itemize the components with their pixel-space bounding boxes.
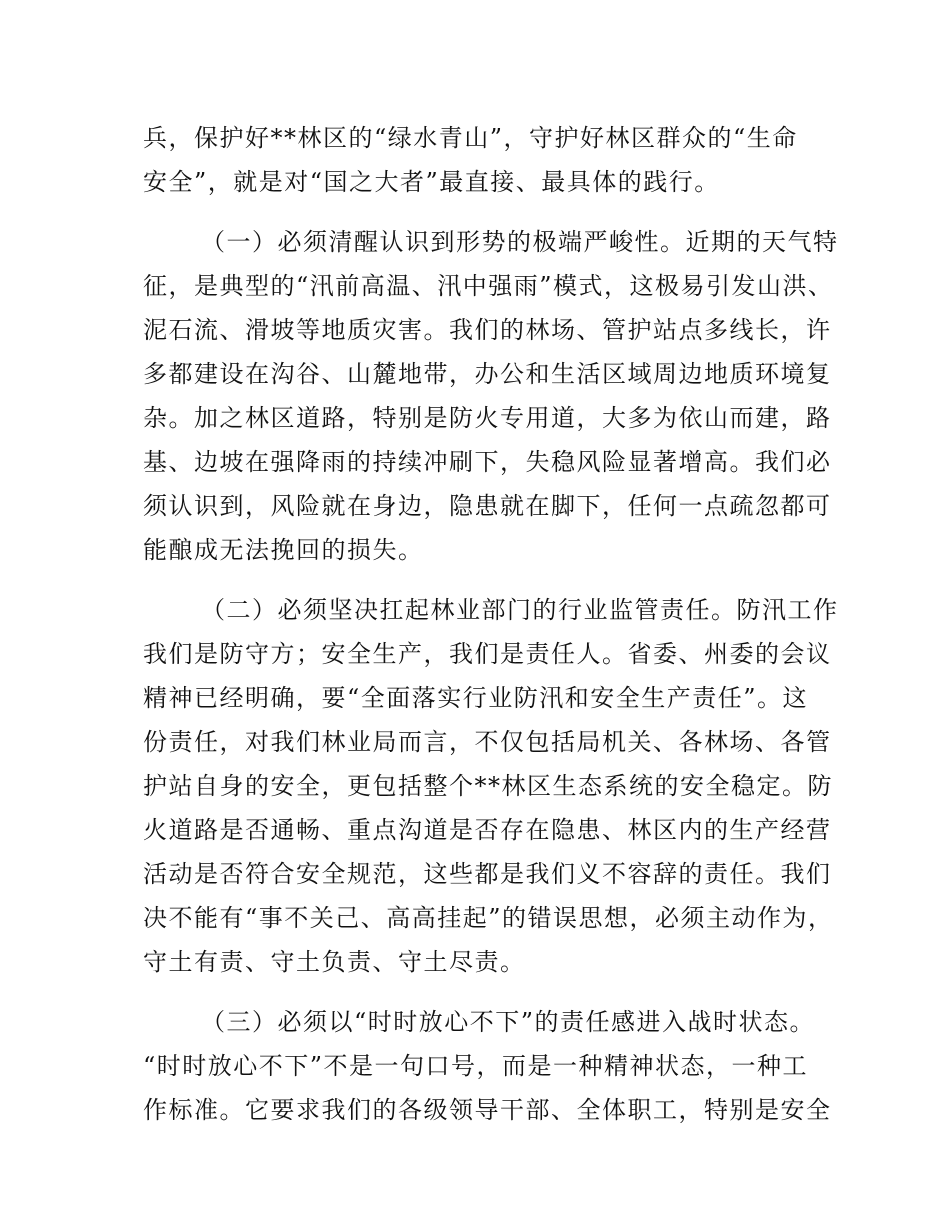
text-line: 我们是防守方；安全生产，我们是责任人。省委、州委的会议 — [143, 640, 832, 668]
text-line: 泥石流、滑坡等地质灾害。我们的林场、管护站点多线长，许 — [143, 316, 832, 344]
text-line: 兵，保护好**林区的“绿水青山”，守护好林区群众的“生命 — [143, 124, 798, 152]
text-line: 能酿成无法挽回的损失。 — [143, 536, 424, 564]
text-line: 基、边坡在强降雨的持续冲刷下，失稳风险显著增高。我们必 — [143, 448, 832, 476]
text-line: 作标准。它要求我们的各级领导干部、全体职工，特别是安全 — [143, 1096, 832, 1124]
text-line: 精神已经明确，要“全面落实行业防汛和安全生产责任”。这 — [143, 684, 809, 712]
section-heading-line: （三）必须以“时时放心不下”的责任感进入战时状态。 — [201, 1008, 816, 1036]
paragraph-gap — [143, 984, 825, 1000]
text-line: 火道路是否通畅、重点沟道是否存在隐患、林区内的生产经营 — [143, 816, 832, 844]
text-line: 征，是典型的“汛前高温、汛中强雨”模式，这极易引发山洪、 — [143, 272, 834, 300]
text-line: 份责任，对我们林业局而言，不仅包括局机关、各林场、各管 — [143, 728, 832, 756]
text-line: “时时放心不下”不是一句口号，而是一种精神状态，一种工 — [143, 1052, 809, 1080]
section-heading-line: （二）必须坚决扛起林业部门的行业监管责任。防汛工作 — [201, 596, 839, 624]
text-line: 安全”，就是对“国之大者”最直接、最具体的践行。 — [143, 168, 720, 196]
section-heading-line: （一）必须清醒认识到形势的极端严峻性。近期的天气特 — [201, 228, 839, 256]
paragraph-gap — [143, 204, 825, 220]
text-line: 护站自身的安全，更包括整个**林区生态系统的安全稳定。防 — [143, 772, 833, 800]
text-line: 多都建设在沟谷、山麓地带，办公和生活区域周边地质环境复 — [143, 360, 832, 388]
text-line: 须认识到，风险就在身边，隐患就在脚下，任何一点疏忽都可 — [143, 492, 832, 520]
text-line: 决不能有“事不关己、高高挂起”的错误思想，必须主动作为， — [143, 904, 834, 932]
text-line: 守土有责、守土负责、守土尽责。 — [143, 948, 526, 976]
document-body — [143, 116, 839, 1132]
text-line: 活动是否符合安全规范，这些都是我们义不容辞的责任。我们 — [143, 860, 832, 888]
text-line: 杂。加之林区道路，特别是防火专用道，大多为依山而建，路 — [143, 404, 832, 432]
paragraph-gap — [143, 572, 825, 588]
